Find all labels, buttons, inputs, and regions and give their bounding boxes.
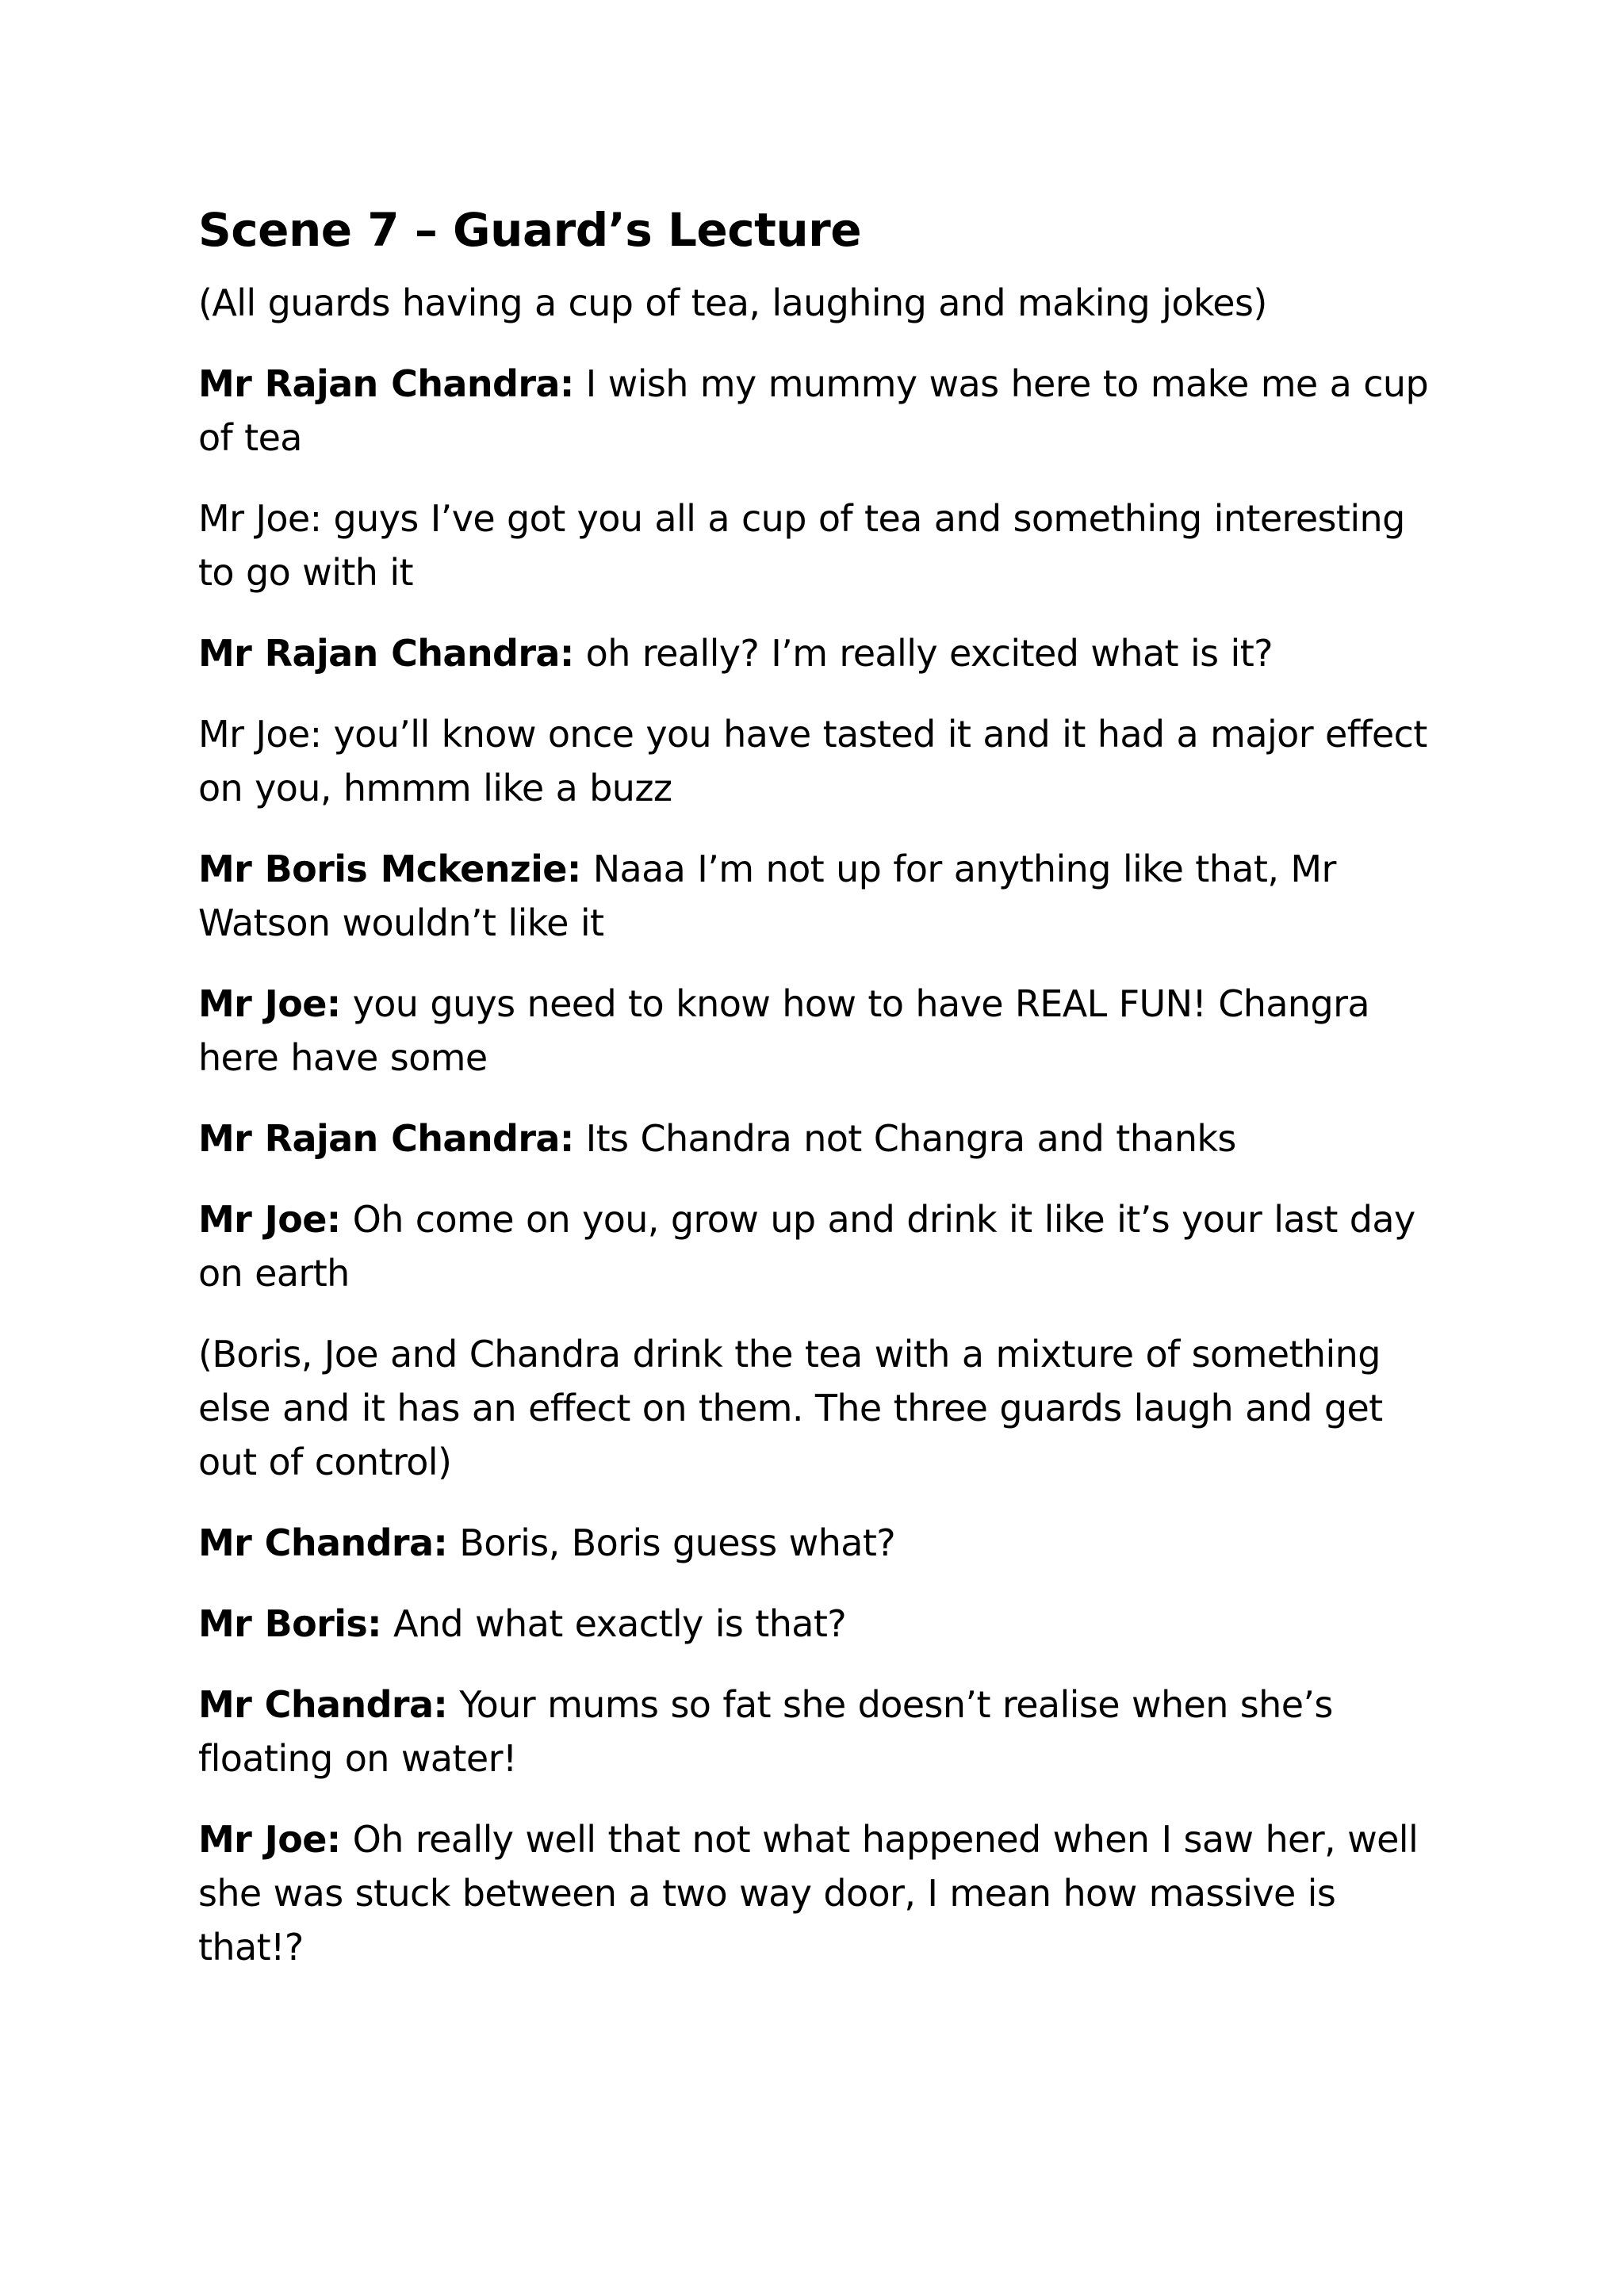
line-text: I wish my mummy was here to make me a cup of tea [198,362,1429,459]
dialogue-line [198,1516,1451,1570]
dialogue-line [198,842,1451,950]
stage-direction [198,276,1451,330]
dialogue-line [198,1597,1451,1651]
stage-direction [198,1327,1451,1489]
line-text: Naaa I’m not up for anything like that, Mr Watson wouldn’t like it [198,848,1336,944]
line-text: oh really? I’m really excited what is it? [573,632,1273,675]
speaker-name: Mr Joe: [198,1198,341,1241]
speaker-name: Mr Chandra: [198,1683,448,1726]
line-text: And what exactly is that? [381,1602,847,1645]
speaker-name: Mr Rajan Chandra: [198,632,574,675]
speaker-name: Mr Boris Mckenzie: [198,848,581,890]
dialogue-line [198,977,1451,1085]
speaker-name: Mr Rajan Chandra: [198,1117,574,1160]
dialogue-line [198,357,1451,465]
dialogue-line [198,1678,1451,1785]
dialogue-line [198,1192,1451,1300]
script-content [198,198,1451,2001]
line-text: (Boris, Joe and Chandra drink the tea with a mixture of something else and it has an effect on them. The three guards laugh and get out of control) [198,1333,1383,1483]
speaker-name: Mr Joe: [198,1818,341,1861]
dialogue-line [198,1812,1451,1974]
line-text: Mr Joe: guys I’ve got you all a cup of tea and something interesting to go with it [198,497,1405,594]
dialogue-line [198,1112,1451,1165]
dialogue-line [198,626,1451,680]
speaker-name: Mr Joe: [198,982,341,1025]
line-text: (All guards having a cup of tea, laughing and making jokes) [198,281,1267,324]
line-text: Its Chandra not Changra and thanks [573,1117,1236,1160]
line-text: Mr Joe: you’ll know once you have tasted it and it had a major effect on you, hmmm like a buzz [198,713,1427,809]
scene-title: Scene 7 – Guard’s Lecture [198,203,862,257]
line-text: Your mums so fat she doesn’t realise when she’s floating on water! [198,1683,1333,1780]
line-text: you guys need to know how to have REAL FUN! Changra here have some [198,982,1369,1079]
line-text: Oh come on you, grow up and drink it like it’s your last day on earth [198,1198,1415,1295]
line-text: Oh really well that not what happened when I saw her, well she was stuck between a two way door, I mean how massive is that!? [198,1818,1419,1969]
dialogue-line [198,492,1451,599]
speaker-name: Mr Rajan Chandra: [198,362,574,405]
line-text: Boris, Boris guess what? [447,1521,896,1564]
dialogue-line [198,707,1451,815]
speaker-name: Mr Boris: [198,1602,381,1645]
speaker-name: Mr Chandra: [198,1521,448,1564]
